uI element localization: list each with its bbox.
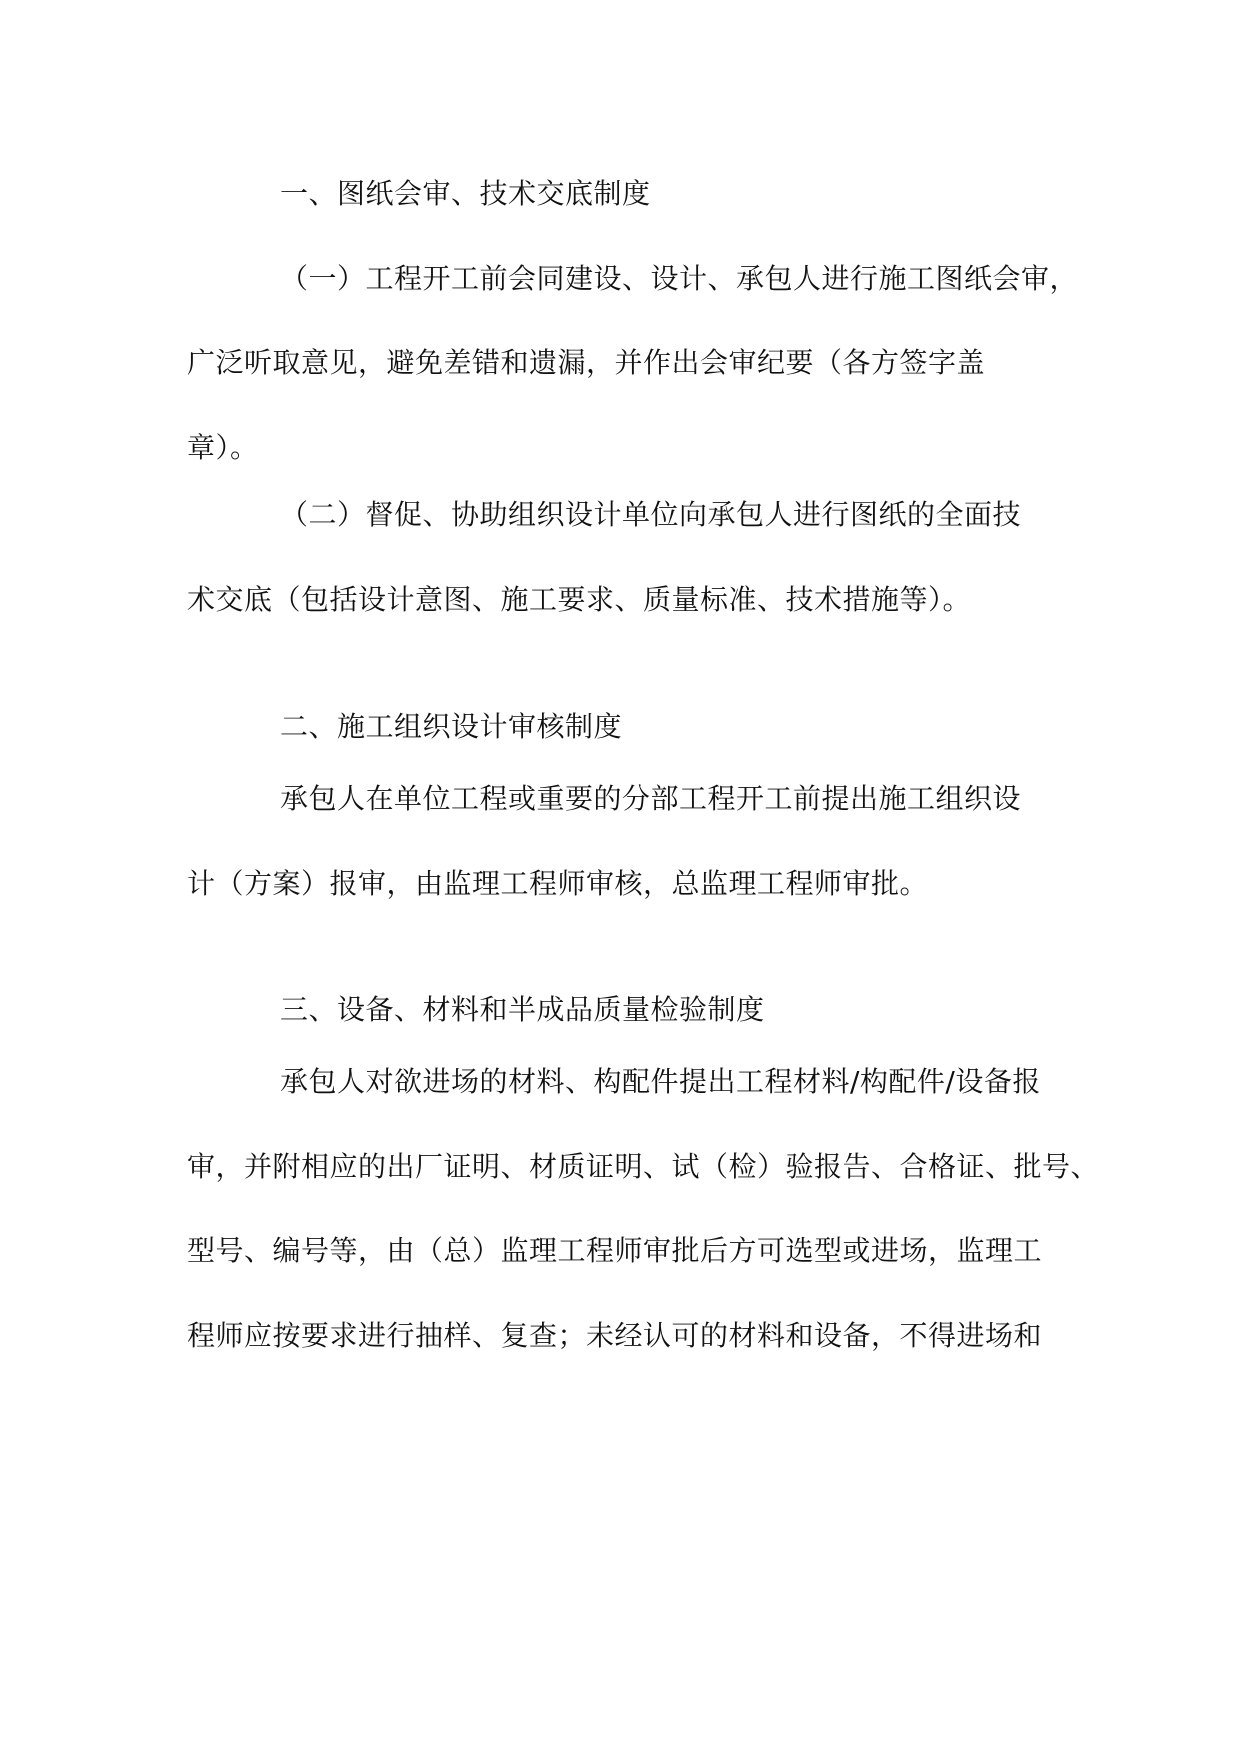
paragraph-line: （一）工程开工前会同建设、设计、承包人进行施工图纸会审， [280,262,1079,295]
section-heading-1: 一、图纸会审、技术交底制度 [280,177,651,210]
paragraph-line: 承包人在单位工程或重要的分部工程开工前提出施工组织设 [280,782,1022,815]
paragraph-line: （二）督促、协助组织设计单位向承包人进行图纸的全面技 [280,498,1022,531]
paragraph-line: 章）。 [187,431,259,464]
paragraph-line: 术交底（包括设计意图、施工要求、质量标准、技术措施等）。 [187,583,972,616]
section-heading-2: 二、施工组织设计审核制度 [280,710,623,743]
paragraph-line: 型号、编号等，由（总）监理工程师审批后方可选型或进场，监理工 [187,1234,1043,1267]
section-heading-3: 三、设备、材料和半成品质量检验制度 [280,993,765,1026]
paragraph-line: 计（方案）报审，由监理工程师审核，总监理工程师审批。 [187,867,929,900]
paragraph-line: 程师应按要求进行抽样、复查；未经认可的材料和设备，不得进场和 [187,1319,1043,1352]
paragraph-line: 审，并附相应的出厂证明、材质证明、试（检）验报告、合格证、批号、 [187,1150,1100,1183]
paragraph-line: 承包人对欲进场的材料、构配件提出工程材料/构配件/设备报 [280,1065,1041,1098]
paragraph-line: 广泛听取意见，避免差错和遗漏，并作出会审纪要（各方签字盖 [187,346,986,379]
